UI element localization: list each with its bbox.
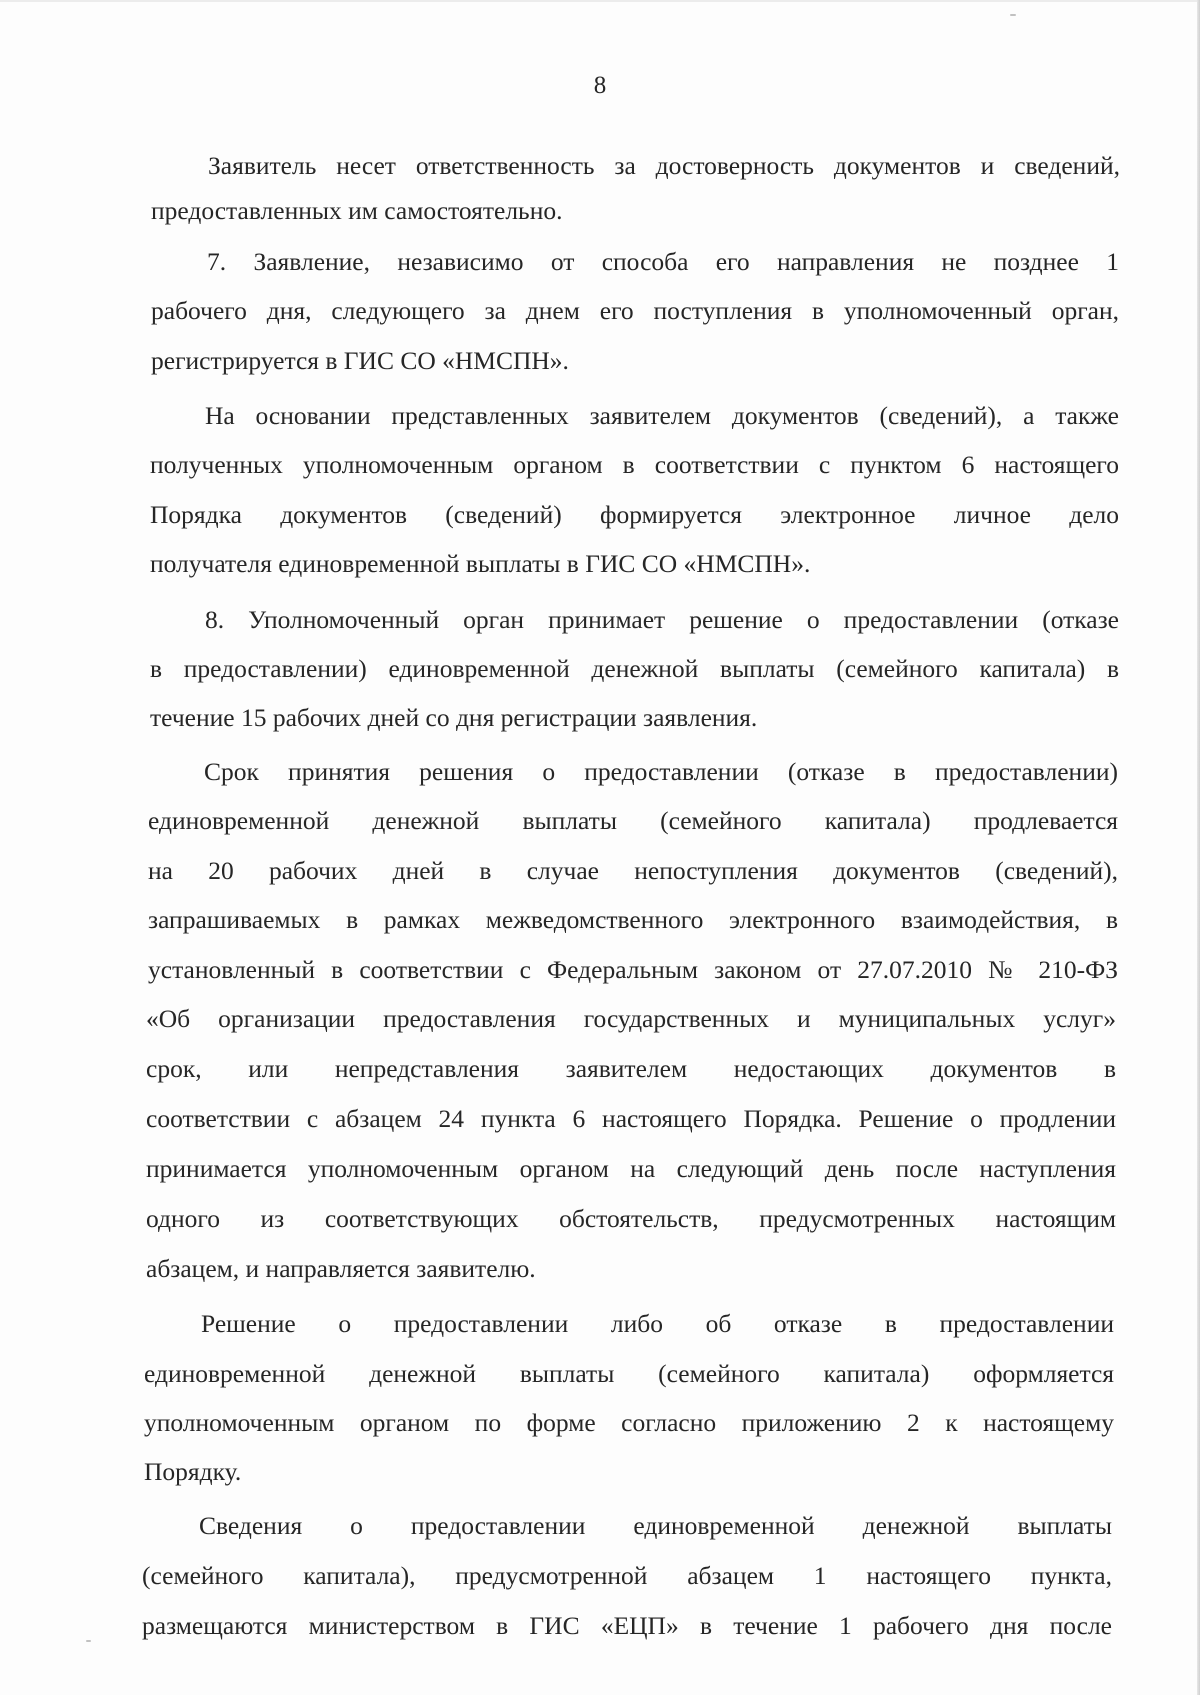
text-line: Срок принятия решения о предоставлении (отказе в предоставлении) (204, 757, 1118, 786)
text-line: На основании представленных заявителем документов (сведений), а также (205, 401, 1119, 430)
text-line: регистрируется в ГИС СО «НМСПН». (151, 346, 569, 375)
text-line: Порядка документов (сведений) формируется электронное личное дело (150, 500, 1119, 529)
text-line: «Об организации предоставления государственных и муниципальных услуг» (146, 1004, 1116, 1033)
text-line: Порядку. (144, 1457, 242, 1486)
text-line: получателя единовременной выплаты в ГИС СО «НМСПН». (150, 549, 811, 578)
page-number: 8 (593, 72, 607, 99)
text-line: Решение о предоставлении либо об отказе в предоставлении (201, 1309, 1114, 1338)
text-line: установленный в соответствии с Федеральным законом от 27.07.2010 № 210-ФЗ (148, 955, 1118, 984)
text-line: размещаются министерством в ГИС «ЕЦП» в течение 1 рабочего дня после (142, 1611, 1112, 1640)
text-line: (семейного капитала), предусмотренной абзацем 1 настоящего пункта, (142, 1561, 1112, 1590)
text-line: Сведения о предоставлении единовременной денежной выплаты (199, 1511, 1112, 1540)
text-line: уполномоченным органом по форме согласно приложению 2 к настоящему (144, 1408, 1114, 1437)
text-line: принимается уполномоченным органом на следующий день после наступления (146, 1154, 1116, 1183)
text-line: срок, или непредставления заявителем недостающих документов в (146, 1054, 1116, 1083)
text-line: абзацем, и направляется заявителю. (146, 1254, 536, 1283)
text-line: соответствии с абзацем 24 пункта 6 настоящего Порядка. Решение о продлении (146, 1104, 1116, 1133)
text-line: 7. Заявление, независимо от способа его направления не позднее 1 (207, 247, 1119, 276)
scan-edge-top (0, 0, 1200, 2)
text-line: полученных уполномоченным органом в соответствии с пунктом 6 настоящего (150, 450, 1119, 479)
text-line: 8. Уполномоченный орган принимает решение о предоставлении (отказе (205, 605, 1119, 634)
text-line: единовременной денежной выплаты (семейного капитала) оформляется (144, 1359, 1114, 1388)
scan-speck (1010, 14, 1016, 16)
text-line: единовременной денежной выплаты (семейного капитала) продлевается (148, 806, 1118, 835)
text-line: на 20 рабочих дней в случае непоступления документов (сведений), (148, 856, 1118, 885)
text-line: предоставленных им самостоятельно. (151, 196, 563, 225)
text-line: в предоставлении) единовременной денежной выплаты (семейного капитала) в (150, 654, 1119, 683)
text-line: запрашиваемых в рамках межведомственного электронного взаимодействия, в (148, 905, 1118, 934)
text-line: течение 15 рабочих дней со дня регистрации заявления. (150, 703, 758, 732)
text-line: рабочего дня, следующего за днем его поступления в уполномоченный орган, (151, 296, 1119, 325)
scan-speck (86, 1640, 91, 1642)
text-line: одного из соответствующих обстоятельств, предусмотренных настоящим (146, 1204, 1116, 1233)
text-line: Заявитель несет ответственность за достоверность документов и сведений, (208, 151, 1120, 180)
